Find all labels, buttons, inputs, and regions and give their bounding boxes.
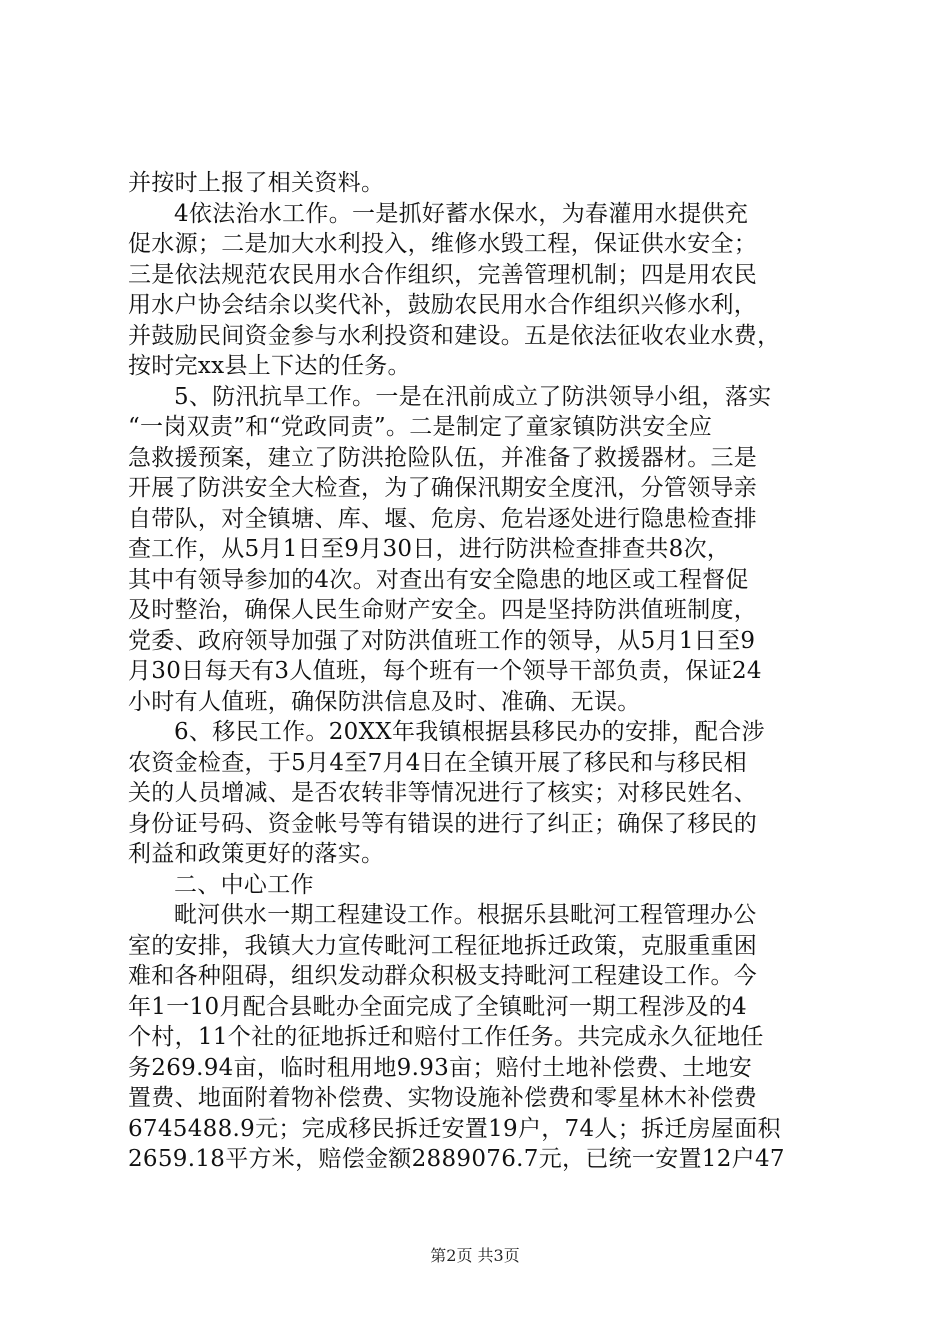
text-line: 按时完xx县上下达的任务。: [128, 353, 411, 379]
text-line: 其中有领导参加的4次。对查出有安全隐患的地区或工程督促: [128, 566, 749, 593]
text-line: 用水户协会结余以奖代补，鼓励农民用水合作组织兴修水利，: [128, 292, 758, 318]
text-line: 毗河供水一期工程建设工作。根据乐县毗河工程管理办公: [174, 902, 757, 928]
body-text: [128, 168, 828, 1175]
text-line: 二、中心工作: [174, 871, 314, 898]
text-line: 利益和政策更好的落实。: [128, 841, 385, 867]
text-line: 急救援预案，建立了防洪抢险队伍，并准备了救援器材。三是: [128, 444, 758, 471]
text-line: 6745488.9元；完成移民拆迁安置19户，74人；拆迁房屋面积: [128, 1115, 781, 1142]
text-line: 党委、政府领导加强了对防洪值班工作的领导，从5月1日至9: [128, 627, 756, 654]
text-line: 小时有人值班，确保防洪信息及时、准确、无误。: [128, 688, 641, 715]
text-line: 自带队，对全镇塘、库、堰、危房、危岩逐处进行隐患检查排: [128, 505, 758, 532]
text-line: 农资金检查，于5月4至7月4日在全镇开展了移民和与移民相: [128, 749, 747, 776]
text-line: 月30日每天有3人值班，每个班有一个领导干部负责，保证24: [128, 658, 762, 684]
text-line: 开展了防洪安全大检查，为了确保汛期安全度汛，分管领导亲: [128, 475, 758, 501]
text-line: 三是依法规范农民用水合作组织，完善管理机制；四是用农民: [128, 261, 758, 288]
text-line: 5、防汛抗旱工作。一是在汛前成立了防洪领导小组，落实: [174, 383, 772, 410]
text-line: 查工作，从5月1日至9月30日，进行防洪检查排查共8次，: [128, 536, 731, 562]
text-line: 并鼓励民间资金参与水利投资和建设。五是依法征收农业水费，: [128, 322, 781, 349]
text-line: 并按时上报了相关资料。: [128, 170, 385, 196]
text-line: 年1一10月配合县毗办全面完成了全镇毗河一期工程涉及的4: [128, 993, 747, 1020]
text-line: “一岗双责”和“党政同责”。二是制定了童家镇防洪安全应: [128, 414, 713, 440]
text-line: 个村，11个社的征地拆迁和赔付工作任务。共完成永久征地任: [128, 1024, 764, 1050]
text-line: 关的人员增减、是否农转非等情况进行了核实；对移民姓名、: [128, 780, 758, 806]
page-footer: 第2页 共3页: [430, 1246, 520, 1265]
text-line: 务269.94亩，临时租用地9.93亩；赔付土地补偿费、土地安: [128, 1054, 752, 1081]
text-line: 及时整治，确保人民生命财产安全。四是坚持防洪值班制度，: [128, 597, 758, 623]
text-line: 置费、地面附着物补偿费、实物设施补偿费和零星林木补偿费: [128, 1085, 758, 1111]
text-line: 6、移民工作。20XX年我镇根据县移民办的安排，配合涉: [174, 719, 765, 745]
text-line: 室的安排，我镇大力宣传毗河工程征地拆迁政策，克服重重困: [128, 932, 758, 959]
text-line: 4依法治水工作。一是抓好蓄水保水，为春灌用水提供充: [174, 200, 749, 227]
text-line: 身份证号码、资金帐号等有错误的进行了纠正；确保了移民的: [128, 810, 758, 837]
text-line: 难和各种阻碍，组织发动群众积极支持毗河工程建设工作。今: [128, 963, 758, 989]
text-line: 2659.18平方米，赔偿金额2889076.7元，已统一安置12户47: [128, 1146, 785, 1172]
text-line: 促水源；二是加大水利投入，维修水毁工程，保证供水安全；: [128, 231, 758, 257]
